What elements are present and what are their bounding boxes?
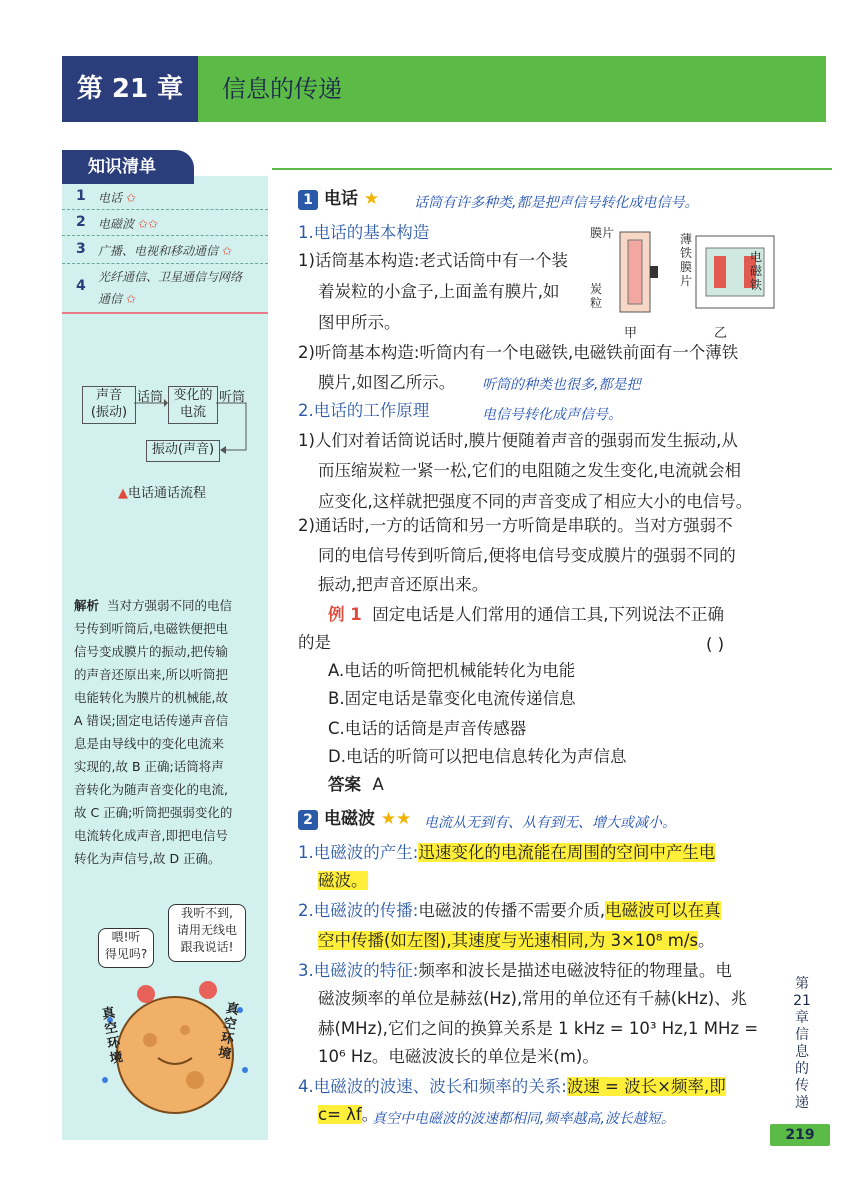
speech-bubble-right: 我听不到, 请用无线电 跟我说话! [168,904,246,962]
vacuum-label-left: 真空环境 [100,1005,125,1067]
page-number: 219 [770,1124,830,1146]
triangle-icon: ▲ [118,486,128,501]
knowledge-list-heading: 知识清单 [62,150,194,184]
star-icon: ✩ [221,244,232,258]
chapter-title: 信息的传递 [222,75,342,103]
option-d: D.电话的听筒可以把电信息转化为声信息 [328,747,627,766]
answer-blank: ( ) [706,635,725,654]
divider-line [62,312,268,314]
star-icon: ✩ [125,292,136,306]
option-b: B.固定电话是靠变化电流传递信息 [328,689,576,708]
flow-box-sound: 声音 (振动) [82,386,136,424]
toc-item-2: 2 电磁波 ✩✩ [62,210,268,236]
star-icon: ★★ [380,809,412,829]
section-2-heading: 2 电磁波 ★★ [298,808,411,830]
star-icon: ★ [363,189,380,209]
subheading-principle: 2.电话的工作原理 [298,401,430,420]
arrow-icon [134,398,168,408]
toc-item-1: 1 电话 ✩ [62,184,268,210]
toc-item-3: 3 广播、电视和移动通信 ✩ [62,236,268,264]
telephone-structure-figure [610,226,830,326]
section-1-heading: 1 电话 ★ [298,188,379,210]
answer: 答案 A [328,775,384,794]
toc-item-4: 4 光纤通信、卫星通信与网络 通信 ✩ [76,270,243,306]
star-icon: ✩✩ [137,217,158,231]
section-divider [272,168,832,170]
chapter-number: 第 21 章 [62,56,198,122]
chapter-side-tab: 第21章 信息的传递 [793,976,811,1111]
flow-box-current: 变化的 电流 [168,386,218,424]
analysis-block: 解析 当对方强弱不同的电信 号传到听筒后,电磁铁便把电 信号变成膜片的振动,把传输 的声音还原出来,所以听筒把 电能转化为膜片的机械能,故 A 错误;固定电话传递声音信 息是由导线中的变化电流来 实现的,故 B 正确;话筒将声 音转化为随声音变化的电流, 故 C 正确;听筒把强弱变化的 电流转化成声音,即把电信号 转化为声信号,故 D 正确。 [74,598,233,866]
option-c: C.电话的话筒是声音传感器 [328,719,527,738]
star-icon: ✩ [125,191,136,205]
flow-label-mic: 话筒 [137,390,164,405]
handwritten-note: 话筒有许多种类,都是把声信号转化成电信号。 [414,195,699,211]
subheading-structure: 1.电话的基本构造 [298,223,430,242]
speech-bubble-left: 喂!听 得见吗? [98,928,154,968]
flow-label-receiver: 听筒 [219,390,246,405]
example-stem: 例 1 固定电话是人们常用的通信工具,下列说法不正确 [328,605,724,624]
vacuum-label-right: 真空环境 [216,1001,241,1063]
flow-caption: ▲电话通话流程 [118,486,207,501]
option-a: A.电话的听筒把机械能转化为电能 [328,661,576,680]
flow-box-vibration: 振动(声音) [146,440,220,462]
flow-connector [216,398,268,460]
